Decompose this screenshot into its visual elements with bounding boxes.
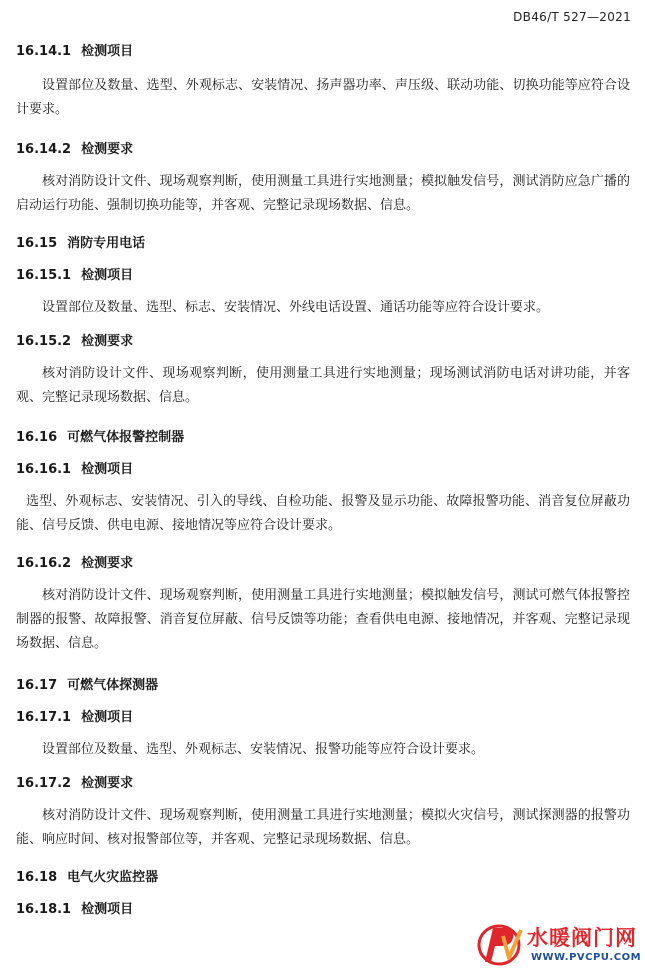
paragraph: 设置部位及数量、选型、标志、安装情况、外线电话设置、通话功能等应符合设计要求。 [42,300,550,315]
section-heading [16,426,184,445]
section-heading [16,458,133,477]
section-number: 16.16.2 [16,556,72,571]
section-heading [16,264,133,283]
section-title: 检测项目 [81,710,134,725]
section-heading [16,866,158,885]
section-title: 检测要求 [81,142,134,157]
paragraph: 选型、外观标志、安装情况、引入的导线、自检功能、报警及显示功能、故障报警功能、消音复位屏蔽功能、信号反馈、供电电源、接地情况等应符合设计要求。 [16,494,630,533]
section-heading [16,898,133,917]
section-title: 可燃气体报警控制器 [67,430,185,445]
section-title: 检测项目 [81,44,134,59]
watermark-title: 水暖阀门网 [527,926,637,950]
section-heading [16,138,133,157]
section-heading [16,552,133,571]
section-number: 16.16.1 [16,462,72,477]
section-heading [16,330,133,349]
paragraph: 设置部位及数量、选型、外观标志、安装情况、扬声器功率、声压级、联动功能、切换功能等应符合设计要求。 [16,78,630,117]
pv-logo-icon [475,918,527,968]
section-title: 检测项目 [81,462,134,477]
document-code: DB46/T 527—2021 [513,10,631,24]
watermark-logo [475,918,643,968]
section-number: 16.18 [16,870,58,885]
section-heading [16,706,133,725]
section-number: 16.17 [16,678,58,693]
section-title: 可燃气体探测器 [67,678,159,693]
section-number: 16.15.1 [16,268,72,283]
section-heading [16,674,158,693]
section-number: 16.17.1 [16,710,72,725]
paragraph: 核对消防设计文件、现场观察判断，使用测量工具进行实地测量；模拟触发信号，测试可燃气体报警控制器的报警、故障报警、消音复位屏蔽、信号反馈等功能；查看供电电源、接地情况，并客观、完整记录现场数据、信息。 [16,588,630,651]
section-title: 消防专用电话 [67,236,146,251]
section-number: 16.15.2 [16,334,72,349]
section-number: 16.16 [16,430,58,445]
section-heading [16,772,133,791]
watermark-url: WWW.PVCPU.COM [531,952,642,963]
section-number: 16.14.1 [16,44,72,59]
section-title: 检测要求 [81,776,134,791]
section-title: 检测项目 [81,268,134,283]
section-number: 16.14.2 [16,142,72,157]
section-title: 电气火灾监控器 [67,870,159,885]
section-heading [16,40,133,59]
section-number: 16.17.2 [16,776,72,791]
paragraph: 核对消防设计文件、现场观察判断，使用测量工具进行实地测量；模拟火灾信号，测试探测器的报警功能、响应时间、核对报警部位等，并客观、完整记录现场数据、信息。 [16,808,630,847]
paragraph: 核对消防设计文件、现场观察判断，使用测量工具进行实地测量；模拟触发信号，测试消防应急广播的启动运行功能、强制切换功能等，并客观、完整记录现场数据、信息。 [16,174,630,213]
paragraph: 设置部位及数量、选型、外观标志、安装情况、报警功能等应符合设计要求。 [42,742,485,757]
section-title: 检测项目 [81,902,134,917]
section-heading [16,232,145,251]
paragraph: 核对消防设计文件、现场观察判断，使用测量工具进行实地测量；现场测试消防电话对讲功能，并客观、完整记录现场数据、信息。 [16,366,630,405]
section-number: 16.15 [16,236,58,251]
section-number: 16.18.1 [16,902,72,917]
section-title: 检测要求 [81,334,134,349]
section-title: 检测要求 [81,556,134,571]
